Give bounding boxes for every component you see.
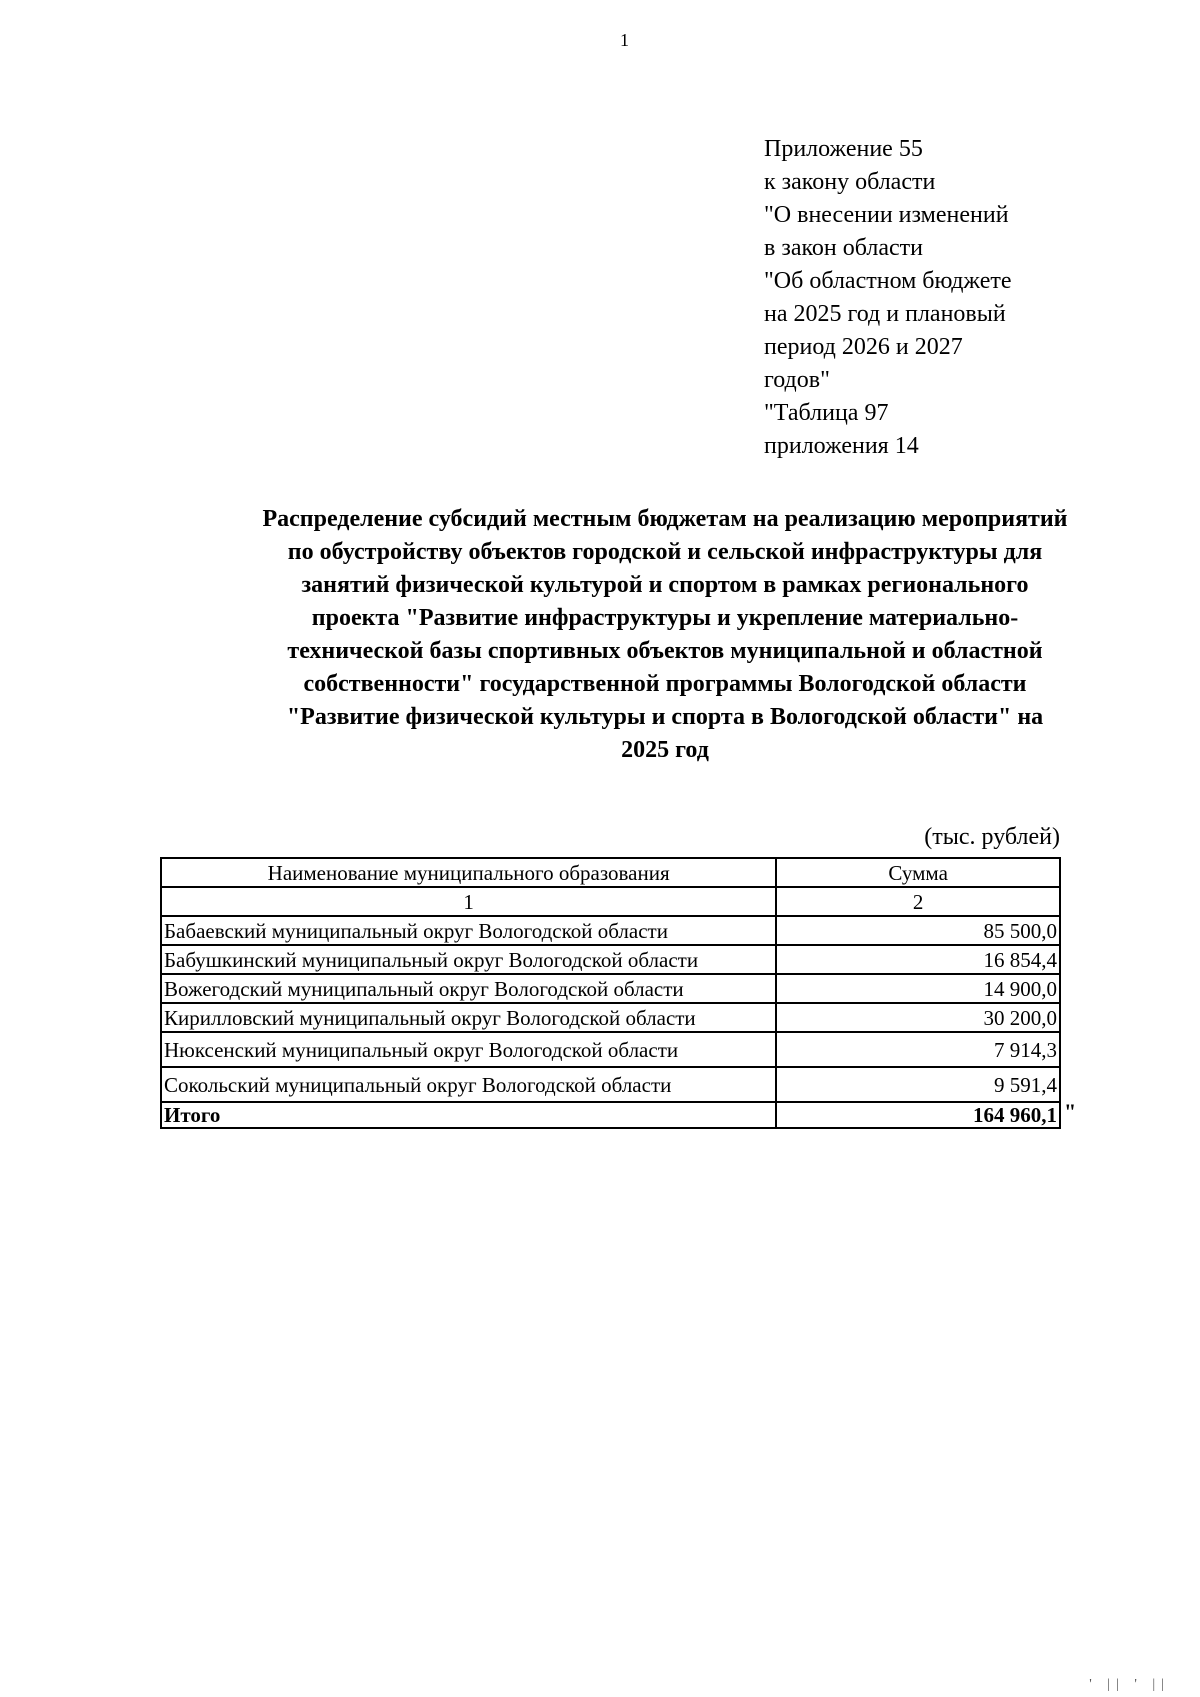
municipality-name: Бабушкинский муниципальный округ Вологодской области bbox=[161, 945, 776, 974]
appendix-line: "Об областном бюджете bbox=[764, 268, 1012, 294]
subsidy-amount: 16 854,4 bbox=[776, 945, 1060, 974]
header-name: Наименование муниципального образования bbox=[161, 858, 776, 887]
appendix-line: "О внесении изменений bbox=[764, 202, 1009, 228]
appendix-line: к закону области bbox=[764, 169, 936, 195]
total-amount: 164 960,1 bbox=[776, 1102, 1060, 1128]
appendix-line: в закон области bbox=[764, 235, 923, 261]
scan-marks: ' || ' || bbox=[1089, 1677, 1170, 1692]
header-sum: Сумма bbox=[776, 858, 1060, 887]
title-line: по обустройству объектов городской и сельской инфраструктуры для bbox=[287, 539, 1043, 565]
table-header-row bbox=[161, 858, 1060, 887]
title-line: собственности" государственной программы Вологодской области bbox=[303, 671, 1027, 697]
title-line: 2025 год bbox=[621, 737, 709, 763]
municipality-name: Вожегодский муниципальный округ Вологодской области bbox=[161, 974, 776, 1003]
appendix-line: на 2025 год и плановый bbox=[764, 301, 1006, 327]
column-number: 2 bbox=[776, 887, 1060, 916]
municipality-name: Сокольский муниципальный округ Вологодской области bbox=[161, 1067, 776, 1102]
appendix-reference bbox=[764, 133, 1012, 463]
appendix-line: приложения 14 bbox=[764, 433, 919, 459]
column-number: 1 bbox=[161, 887, 776, 916]
table-row bbox=[161, 916, 1060, 945]
subsidy-amount: 14 900,0 bbox=[776, 974, 1060, 1003]
table-total-row bbox=[161, 1102, 1060, 1128]
page-number: 1 bbox=[620, 30, 629, 50]
municipality-name: Кирилловский муниципальный округ Вологодской области bbox=[161, 1003, 776, 1032]
subsidy-amount: 7 914,3 bbox=[776, 1032, 1060, 1067]
subsidy-amount: 85 500,0 bbox=[776, 916, 1060, 945]
appendix-line: Приложение 55 bbox=[764, 136, 923, 162]
closing-quote: " bbox=[1064, 1099, 1077, 1124]
subsidy-table bbox=[160, 857, 1061, 1129]
title-line: Распределение субсидий местным бюджетам на реализацию мероприятий bbox=[262, 506, 1068, 532]
municipality-name: Бабаевский муниципальный округ Вологодской области bbox=[161, 916, 776, 945]
municipality-name: Нюксенский муниципальный округ Вологодской области bbox=[161, 1032, 776, 1067]
table-row bbox=[161, 1003, 1060, 1032]
appendix-line: годов" bbox=[764, 367, 830, 393]
title-line: занятий физической культурой и спортом в рамках регионального bbox=[301, 572, 1029, 598]
subsidy-amount: 9 591,4 bbox=[776, 1067, 1060, 1102]
total-label: Итого bbox=[161, 1102, 776, 1128]
appendix-line: период 2026 и 2027 bbox=[764, 334, 963, 360]
table-row bbox=[161, 945, 1060, 974]
column-number-row bbox=[161, 887, 1060, 916]
title-line: проекта "Развитие инфраструктуры и укрепление материально- bbox=[311, 605, 1019, 631]
table-row bbox=[161, 1032, 1060, 1067]
title-line: технической базы спортивных объектов муниципальной и областной bbox=[287, 638, 1043, 664]
appendix-line: "Таблица 97 bbox=[764, 400, 889, 426]
table-row bbox=[161, 1067, 1060, 1102]
title-line: "Развитие физической культуры и спорта в Вологодской области" на bbox=[286, 704, 1044, 730]
document-title bbox=[150, 503, 1180, 767]
table-row bbox=[161, 974, 1060, 1003]
subsidy-amount: 30 200,0 bbox=[776, 1003, 1060, 1032]
units-label: (тыс. рублей) bbox=[924, 824, 1060, 850]
